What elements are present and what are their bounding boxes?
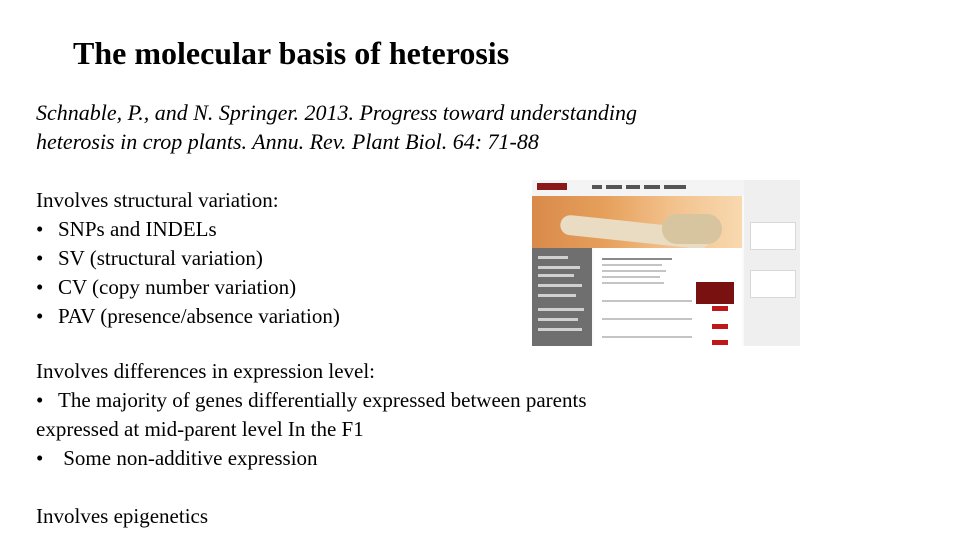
web-sidebar xyxy=(532,248,592,346)
web-nav-item xyxy=(626,185,640,189)
list-item xyxy=(36,444,587,473)
citation-line-1: Schnable, P., and N. Springer. 2013. Progress toward understanding xyxy=(36,100,637,125)
webpage-screenshot-image xyxy=(532,180,800,346)
bullet-marker: • xyxy=(36,275,44,299)
web-nav-item xyxy=(664,185,686,189)
web-red-button xyxy=(712,324,728,329)
bullet-text: CV (copy number variation) xyxy=(58,275,297,299)
slide-title: The molecular basis of heterosis xyxy=(73,35,510,71)
expression-section xyxy=(36,357,587,473)
web-sidebar-line xyxy=(538,294,576,297)
web-text-line xyxy=(602,270,666,272)
web-side-box xyxy=(750,222,796,250)
bullet-marker: • xyxy=(36,446,44,470)
epigenetics-line: Involves epigenetics xyxy=(36,504,209,528)
web-text-line xyxy=(602,282,664,284)
web-sidebar-line xyxy=(538,328,582,331)
bullet-marker: • xyxy=(36,217,44,241)
list-item xyxy=(36,215,340,244)
web-nav-item xyxy=(592,185,602,189)
web-sidebar-line xyxy=(538,284,582,287)
bullet-text: The majority of genes differentially expressed between parents xyxy=(58,388,587,412)
bullet-text: SNPs and INDELs xyxy=(58,217,217,241)
list-item xyxy=(36,273,340,302)
web-sidebar-line xyxy=(538,266,580,269)
bullet-text: Some non-additive expression xyxy=(58,446,318,470)
web-text-line xyxy=(602,318,692,320)
sugarbeet-crown-shape xyxy=(662,214,722,244)
web-text-line xyxy=(602,276,660,278)
web-red-button xyxy=(712,340,728,345)
web-sidebar-line xyxy=(538,308,584,311)
web-text-line xyxy=(602,264,662,266)
bullet-marker: • xyxy=(36,304,44,328)
web-text-line xyxy=(602,300,692,302)
web-red-button xyxy=(712,306,728,311)
list-item xyxy=(36,244,340,273)
bullet-marker: • xyxy=(36,246,44,270)
roundup-ready-badge xyxy=(696,282,734,304)
citation xyxy=(36,98,637,156)
web-text-line xyxy=(602,336,692,338)
web-hero-image xyxy=(532,196,742,248)
bullet-text: SV (structural variation) xyxy=(58,246,263,270)
web-sidebar-line xyxy=(538,274,574,277)
structural-variation-section xyxy=(36,186,340,331)
citation-line-2: heterosis in crop plants. Annu. Rev. Plant Biol. 64: 71-88 xyxy=(36,129,539,154)
web-sidebar-line xyxy=(538,256,568,259)
list-item xyxy=(36,302,340,331)
structural-heading: Involves structural variation: xyxy=(36,188,279,212)
web-side-box xyxy=(750,270,796,298)
list-item xyxy=(36,386,587,415)
web-logo xyxy=(537,183,567,190)
expression-heading: Involves differences in expression level: xyxy=(36,359,376,383)
bullet-continuation: expressed at mid-parent level In the F1 xyxy=(36,417,364,441)
web-nav-item xyxy=(644,185,660,189)
web-right-column xyxy=(744,180,800,346)
web-nav-item xyxy=(606,185,622,189)
web-text-line xyxy=(602,258,672,260)
bullet-text: PAV (presence/absence variation) xyxy=(58,304,340,328)
web-sidebar-line xyxy=(538,318,578,321)
bullet-marker: • xyxy=(36,388,44,412)
web-main-content xyxy=(594,248,742,346)
